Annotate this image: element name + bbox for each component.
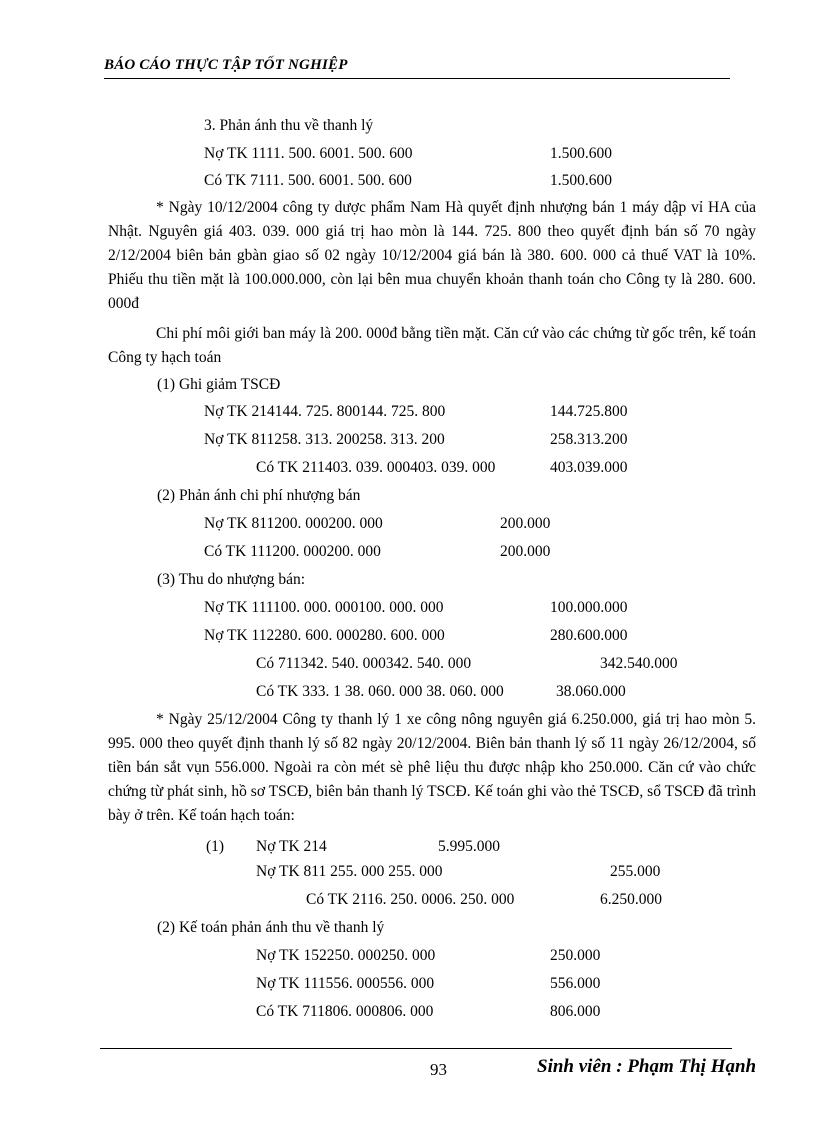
paragraph: [108, 322, 756, 370]
entry-text: Có TK 111200. 000200. 000: [204, 543, 381, 560]
entry-text: Có TK 7111. 500. 6001. 500. 600: [204, 172, 412, 189]
entry-amount: 258.313.200: [550, 431, 628, 448]
footer-rule: [100, 1048, 732, 1049]
entry-amount: 144.725.800: [550, 403, 628, 420]
entry-text: Nợ TK 111100. 000. 000100. 000. 000: [204, 599, 444, 616]
entry-text: Có TK 711806. 000806. 000: [256, 1003, 434, 1020]
entry-text: Nợ TK 214: [256, 838, 327, 855]
entry-amount: 250.000: [550, 947, 601, 964]
step-label: (1): [206, 838, 225, 855]
footer-author: Sinh viên : Phạm Thị Hạnh: [537, 1056, 757, 1077]
running-header: BÁO CÁO THỰC TẬP TỐT NGHIỆP: [104, 57, 348, 73]
entry-amount: 200.000: [500, 543, 551, 560]
entry-amount: 342.540.000: [600, 655, 678, 672]
entry-text: Nợ TK 1111. 500. 6001. 500. 600: [204, 145, 413, 162]
entry-text: Nợ TK 111556. 000556. 000: [256, 975, 435, 992]
entry-text: Có 711342. 540. 000342. 540. 000: [256, 655, 472, 672]
entry-amount: 5.995.000: [438, 838, 500, 855]
entry-text: Nợ TK 811200. 000200. 000: [204, 515, 383, 532]
entry-amount: 200.000: [500, 515, 551, 532]
entry-text: Có TK 211403. 039. 000403. 039. 000: [256, 459, 496, 476]
section-heading: 3. Phản ánh thu về thanh lý: [204, 117, 374, 134]
header-rule: [104, 78, 730, 79]
entry-amount: 403.039.000: [550, 459, 628, 476]
entry-text: Có TK 2116. 250. 0006. 250. 000: [306, 891, 515, 908]
step-heading: (1) Ghi giảm TSCĐ: [157, 376, 281, 393]
entry-amount: 556.000: [550, 975, 601, 992]
paragraph: [108, 196, 756, 316]
paragraph: [108, 708, 756, 828]
paragraph-text: * Ngày 25/12/2004 Công ty thanh lý 1 xe công nông nguyên giá 6.250.000, giá trị hao mòn 5. 995. 000 theo quyết định thanh lý số 82 ngày 20/12/2004. Biên bản thanh lý số 11 ngày 26/12/2004, số tiền bán sắt vụn 556.000. Ngoài ra còn mét sè phê liệu thu được nhập kho 250.000. Căn cứ vào chức chứng từ phát sinh, hồ sơ TSCĐ, biên bản thanh lý TSCĐ. Kế toán ghi vào thẻ TSCĐ, sổ TSCĐ đã trình bày ở trên. Kế toán hạch toán:: [108, 711, 756, 824]
entry-amount: 280.600.000: [550, 627, 628, 644]
entry-text: Nợ TK 214144. 725. 800144. 725. 800: [204, 403, 446, 420]
step-heading: (2) Phản ánh chi phí nhượng bán: [157, 487, 361, 504]
step-heading: (2) Kế toán phản ánh thu về thanh lý: [157, 919, 385, 936]
entry-text: Nợ TK 112280. 600. 000280. 600. 000: [204, 627, 445, 644]
entry-text: Có TK 333. 1 38. 060. 000 38. 060. 000: [256, 683, 504, 700]
entry-amount: 1.500.600: [550, 145, 612, 162]
entry-amount: 1.500.600: [550, 172, 612, 189]
entry-amount: 6.250.000: [600, 891, 662, 908]
page-number: 93: [430, 1060, 447, 1079]
entry-amount: 100.000.000: [550, 599, 628, 616]
step-heading: (3) Thu do nhượng bán:: [157, 571, 306, 588]
paragraph-text: * Ngày 10/12/2004 công ty dược phẩm Nam Hà quyết định nhượng bán 1 máy dập vỉ HA của Nhật. Nguyên giá 403. 039. 000 giá trị hao mòn là 144. 725. 800 theo quyết định bán số 70 ngày 2/12/2004 biên bản gbàn giao số 02 ngày 10/12/2004 giá bán là 380. 600. 000 cả thuế VAT là 10%. Phiếu thu tiền mặt là 100.000.000, còn lại bên mua chuyển khoản thanh toán cho Công ty là 280. 600. 000đ: [108, 199, 756, 312]
entry-text: Nợ TK 152250. 000250. 000: [256, 947, 436, 964]
entry-text: Nợ TK 811258. 313. 200258. 313. 200: [204, 431, 445, 448]
entry-amount: 38.060.000: [556, 683, 626, 700]
entry-text: Nợ TK 811 255. 000 255. 000: [256, 863, 443, 880]
entry-amount: 255.000: [610, 863, 661, 880]
entry-amount: 806.000: [550, 1003, 601, 1020]
paragraph-text: Chi phí môi giới ban máy là 200. 000đ bằng tiền mặt. Căn cứ vào các chứng từ gốc trên, kế toán Công ty hạch toán: [108, 325, 756, 366]
